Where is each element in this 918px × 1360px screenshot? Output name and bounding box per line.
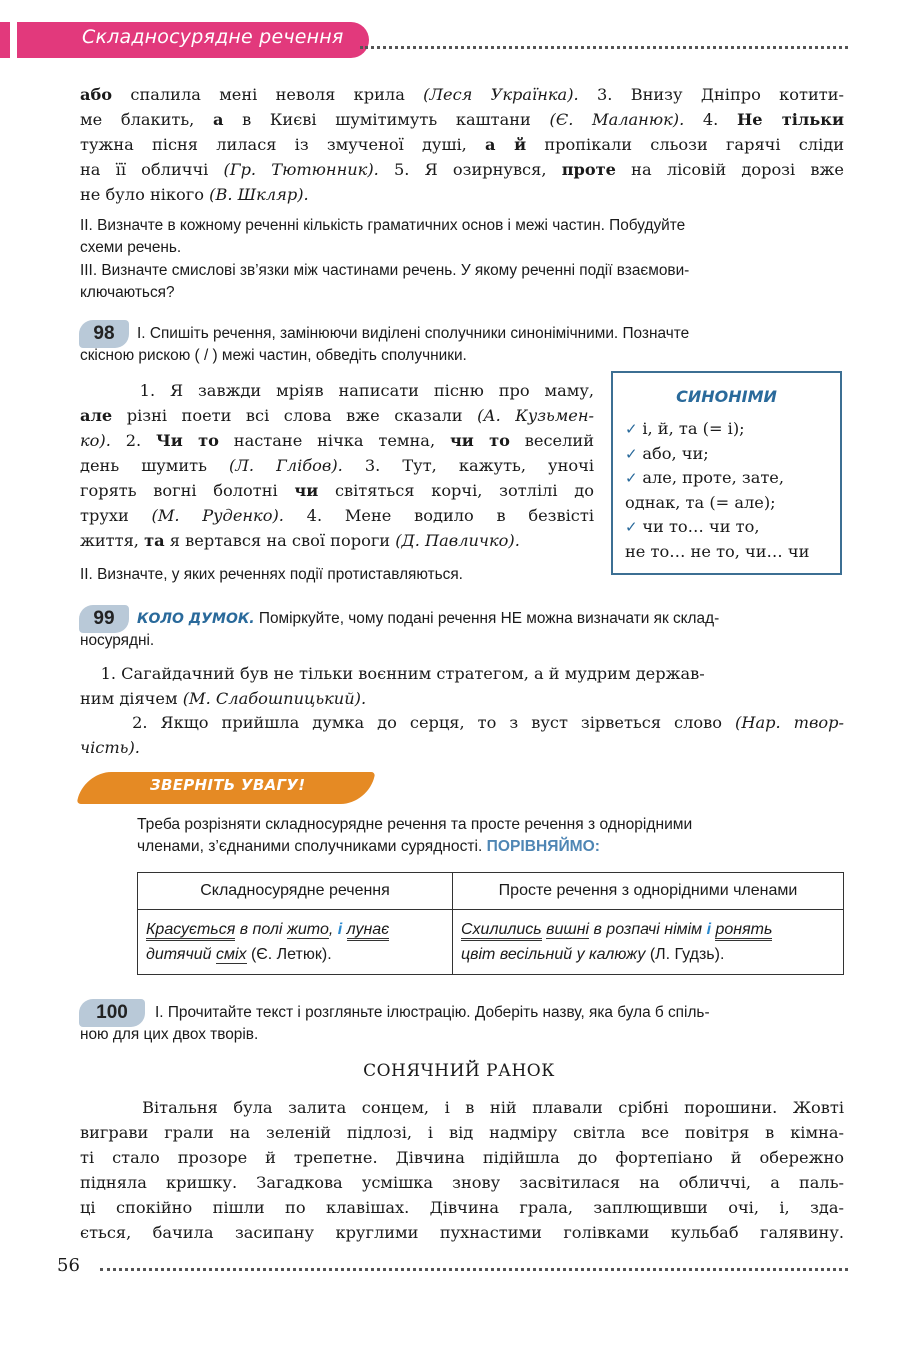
text-heading: СОНЯЧНИЙ РАНОК: [363, 1061, 555, 1081]
text-run: трухи: [80, 506, 152, 525]
ex100-task: I. Прочитайте текст і розгляньте ілюстрацію. Доберіть назву, яка була б спіль-: [155, 1004, 710, 1021]
footer-dotted-rule: [100, 1268, 848, 1271]
text-run: спалила мені неволя крила: [112, 85, 424, 104]
text-line: [80, 528, 594, 553]
text-line: [80, 378, 594, 403]
page-number: 56: [57, 1255, 80, 1276]
text-run: веселий: [509, 431, 594, 450]
checkmark-icon: ✓: [625, 518, 643, 536]
text-run: я вертався на свої пороги: [164, 531, 396, 550]
source-attribution: (М. Руденко).: [151, 506, 284, 525]
attention-text: Треба розрізняти складносурядне речення та просте речення з однорідними членами, з’єднаними сполучниками сурядності. ПОРІВНЯЙМО:: [137, 816, 693, 855]
ex98-task-1: I. Спишіть речення, замінюючи виділені сполучники синонімічними. Позначте: [137, 325, 690, 342]
highlighted-conjunction: чи: [294, 481, 319, 500]
highlighted-conjunction: або: [80, 85, 113, 104]
text-run: 3. Тут, кажуть, уночі: [342, 456, 594, 475]
text-run: на лісовій дорозі вже: [615, 160, 844, 179]
text-run: горять вогні болотні: [80, 481, 295, 500]
ex100-task-cont: ною для цих двох творів.: [80, 1026, 259, 1043]
header-dotted-rule: [360, 46, 848, 49]
text-run: 1. Я завжди мріяв написати пісню про маму,: [80, 381, 594, 400]
text-run: тужна пісня лилася із змученої душі,: [80, 135, 486, 154]
synonyms-list: [625, 417, 809, 564]
checkmark-icon: ✓: [625, 444, 643, 463]
synonym-item: ✓ чи то… чи то,: [625, 517, 760, 536]
table-cell-compound: Красується в полі жито, і лунає дитячий сміх (Є. Летюк).: [138, 910, 453, 975]
text-run: в Києві шумітимуть каштани: [223, 110, 550, 129]
text-run: 4. Мене водило в безвісті: [283, 506, 594, 525]
source-attribution: (Є. Маланюк).: [549, 110, 685, 129]
source-attribution: (В. Шкляр).: [209, 185, 309, 204]
text-run: 5. Я озирнувся,: [378, 160, 562, 179]
synonym-item: ✓ але, проте, зате,: [625, 468, 785, 487]
synonym-item: ✓ або, чи;: [625, 443, 709, 463]
checkmark-icon: ✓: [625, 469, 643, 487]
highlighted-conjunction: та: [144, 531, 165, 550]
text-line: [80, 503, 594, 528]
text-run: світяться корчі, зотлілі до: [318, 481, 594, 500]
prev-task-3: III. Визначте смислові зв’язки між частинами речень. У якому реченні події взаємови- ключаються?: [80, 262, 690, 301]
source-attribution: (Л. Глібов).: [229, 456, 343, 475]
ex98-sentences: [80, 378, 594, 553]
source-attribution: (Д. Павличко).: [395, 531, 520, 550]
synonyms-box: [611, 371, 842, 575]
ex99-sentence-2: 2. Якщо прийшла думка до серця, то з вуст зірветься слово (Нар. твор- чість).: [80, 713, 844, 757]
text-run: 4.: [684, 110, 737, 129]
text-run: 3. Внизу Дніпро котити-: [578, 85, 844, 104]
text-line: [80, 428, 594, 453]
ex99-sentence-1: 1. Сагайдачний був не тільки воєнним стратегом, а й мудрим держав- ним діячем (М. Слабошпицький).: [80, 664, 705, 708]
comparison-table: [137, 872, 844, 975]
checkmark-icon: ✓: [625, 420, 643, 438]
text-run: життя,: [80, 531, 145, 550]
ex99-task: КОЛО ДУМОК. Поміркуйте, чому подані речення НЕ можна визначати як склад-: [137, 610, 720, 627]
exercise-number-99: 99: [79, 605, 129, 633]
text-run: різні поети всі слова вже сказали: [112, 406, 478, 425]
sunny-morning-text: Вітальня була залита сонцем, і в ній плавали срібні порошини. Жовті виграви грали на зеленій підлозі, і від надміру світла все повітря в кімна- ті стало прозоре й трепетне. Дівчина підійшла до фортепіано й обережно підняла кришку. Загадкова усмішка знову засвітилася на обличчі, а паль- ці спокійно пішли по клавішах. Дівчина грала, заплющивши очі, і, зда- ється, бачила засипану круглими пухнастими голівками кульбаб галявину.: [80, 1098, 844, 1242]
highlighted-conjunction: а: [212, 110, 224, 129]
synonym-item: ✓ і, й, та (= і);: [625, 419, 745, 438]
source-attribution: (А. Кузьмен-: [477, 406, 594, 425]
prev-task-2: II. Визначте в кожному реченні кількість граматичних основ і межі частин. Побудуйте схеми речень.: [80, 217, 686, 256]
synonyms-title: СИНОНІМИ: [676, 387, 777, 406]
exercise-number-98: 98: [79, 320, 129, 348]
text-line: [80, 107, 844, 132]
text-line: [80, 157, 844, 182]
highlighted-conjunction: але: [80, 406, 113, 425]
prev-exercise-text: [80, 82, 844, 207]
text-run: 2.: [110, 431, 156, 450]
ex99-task-cont: носурядні.: [80, 632, 155, 649]
exercise-number-100: 100: [79, 999, 145, 1027]
text-line: [80, 403, 594, 428]
ex98-task-2: II. Визначте, у яких реченнях події протиставляються.: [80, 566, 463, 583]
text-line: [80, 132, 844, 157]
kolo-dumok-label: КОЛО ДУМОК.: [137, 611, 255, 627]
section-title: Складносурядне речення: [82, 26, 344, 48]
highlighted-conjunction: Не тільки: [736, 110, 844, 129]
synonym-item: не то… не то, чи… чи: [625, 541, 810, 561]
table-header-simple: Просте речення з однорідними членами: [453, 873, 844, 910]
text-line: [80, 453, 594, 478]
text-run: ме блакить,: [80, 110, 213, 129]
highlighted-conjunction: Чи то: [156, 431, 219, 450]
text-run: не було нікого: [80, 185, 210, 204]
highlighted-conjunction: проте: [561, 160, 616, 179]
text-run: на її обличчі: [80, 160, 224, 179]
table-cell-simple: Схилились вишні в розпачі німім і ронять цвіт весільний у калюжу (Л. Гудзь).: [453, 910, 844, 975]
synonym-item: однак, та (= але);: [625, 492, 776, 512]
text-run: пропікали сльози гарячі сліди: [526, 135, 844, 154]
source-attribution: (Леся Українка).: [423, 85, 579, 104]
attention-label: ЗВЕРНІТЬ УВАГУ!: [150, 776, 306, 794]
source-attribution: ко).: [80, 431, 111, 450]
text-line: [80, 478, 594, 503]
header-accent-bar: [0, 22, 10, 58]
highlighted-conjunction: чи то: [449, 431, 510, 450]
text-run: настане нічка темна,: [218, 431, 450, 450]
highlighted-conjunction: а й: [485, 135, 527, 154]
text-line: [80, 182, 844, 207]
compare-label: ПОРІВНЯЙМО:: [486, 838, 600, 855]
source-attribution: (Гр. Тютюнник).: [223, 160, 379, 179]
text-run: день шумить: [80, 456, 230, 475]
text-line: [80, 82, 844, 107]
ex98-task-1-cont: скісною рискою ( / ) межі частин, обведіть сполучники.: [80, 347, 467, 364]
table-header-compound: Складносурядне речення: [138, 873, 453, 910]
